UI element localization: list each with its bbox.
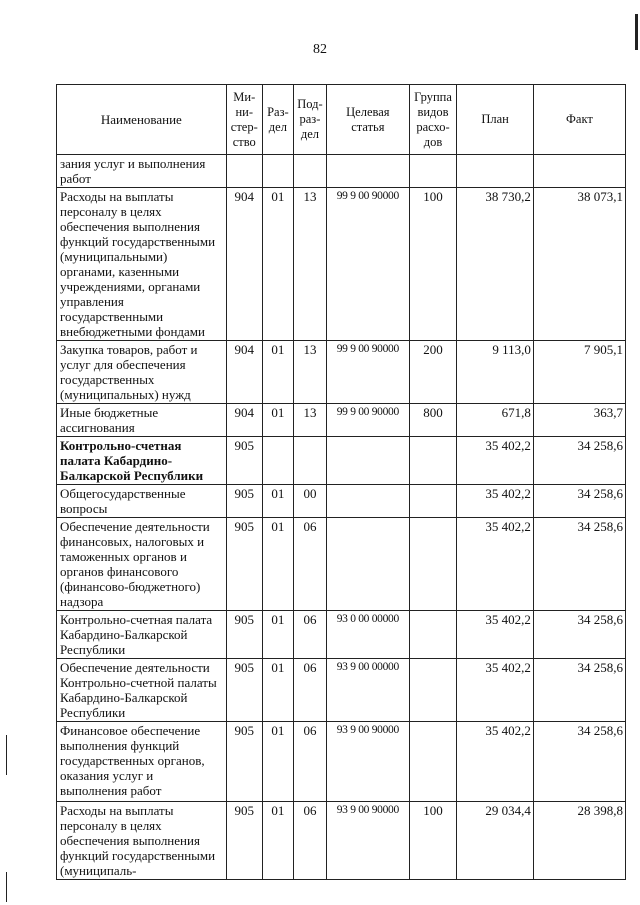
row-name: Иные бюджетные ассигнования (57, 404, 227, 437)
row-group: 100 (409, 188, 457, 341)
row-target: 99 9 00 90000 (326, 188, 409, 341)
scan-edge-mark (635, 14, 638, 50)
row-target: 99 9 00 90000 (326, 404, 409, 437)
row-fact: 38 073,1 (533, 188, 625, 341)
row-ministry: 905 (226, 802, 262, 880)
row-target: 93 9 00 90000 (326, 722, 409, 802)
row-target (326, 437, 409, 485)
row-target: 99 9 00 90000 (326, 341, 409, 404)
row-subsection (293, 437, 326, 485)
col-header-target: Целевая статья (326, 85, 409, 155)
row-fact: 7 905,1 (533, 341, 625, 404)
row-section: 01 (262, 485, 293, 518)
row-name: Общегосударственные вопросы (57, 485, 227, 518)
row-plan: 35 402,2 (457, 659, 534, 722)
row-ministry (226, 155, 262, 188)
row-plan: 29 034,4 (457, 802, 534, 880)
row-group (409, 611, 457, 659)
row-target (326, 485, 409, 518)
row-section: 01 (262, 611, 293, 659)
table-row (57, 485, 626, 518)
row-name: Обеспечение деятельности финансовых, налоговых и таможенных органов и органов финансового (финансово-бюджетного) надзора (57, 518, 227, 611)
row-subsection (293, 155, 326, 188)
row-fact: 34 258,6 (533, 485, 625, 518)
row-subsection: 06 (293, 611, 326, 659)
row-plan (457, 155, 534, 188)
col-header-plan: План (457, 85, 534, 155)
row-ministry: 904 (226, 341, 262, 404)
row-section: 01 (262, 404, 293, 437)
row-section: 01 (262, 802, 293, 880)
row-section: 01 (262, 188, 293, 341)
row-plan: 9 113,0 (457, 341, 534, 404)
row-target: 93 0 00 00000 (326, 611, 409, 659)
row-section (262, 155, 293, 188)
row-plan: 35 402,2 (457, 485, 534, 518)
row-subsection: 13 (293, 188, 326, 341)
row-name: Финансовое обеспечение выполнения функций государственных органов, оказания услуг и выполнения работ (57, 722, 227, 802)
row-group (409, 518, 457, 611)
row-group (409, 485, 457, 518)
row-ministry: 905 (226, 659, 262, 722)
table-row (57, 341, 626, 404)
row-name: зания услуг и выполнения работ (57, 155, 227, 188)
col-header-group: Группа видов расхо-дов (409, 85, 457, 155)
col-header-fact: Факт (533, 85, 625, 155)
row-group (409, 722, 457, 802)
row-name: Закупка товаров, работ и услуг для обеспечения государственных (муниципальных) нужд (57, 341, 227, 404)
row-subsection: 06 (293, 518, 326, 611)
row-name: Расходы на выплаты персоналу в целях обеспечения выполнения функций государственными (муниципаль- (57, 802, 227, 880)
row-ministry: 904 (226, 188, 262, 341)
row-name: Расходы на выплаты персоналу в целях обеспечения выполнения функций государственными (муниципальными) органами, казенными учреждениями, органами управления государственными внебюджетными фондами (57, 188, 227, 341)
row-plan: 35 402,2 (457, 518, 534, 611)
table-row (57, 404, 626, 437)
table-row (57, 437, 626, 485)
row-target (326, 518, 409, 611)
row-subsection: 06 (293, 659, 326, 722)
table-row (57, 188, 626, 341)
row-group: 200 (409, 341, 457, 404)
row-subsection: 06 (293, 722, 326, 802)
table-row (57, 611, 626, 659)
scan-margin-mark (6, 735, 7, 775)
row-ministry: 905 (226, 722, 262, 802)
row-ministry: 905 (226, 518, 262, 611)
row-subsection: 13 (293, 341, 326, 404)
table-row (57, 722, 626, 802)
row-plan: 671,8 (457, 404, 534, 437)
row-name: Обеспечение деятельности Контрольно-счетной палаты Кабардино-Балкарской Республики (57, 659, 227, 722)
row-ministry: 905 (226, 611, 262, 659)
row-fact: 34 258,6 (533, 722, 625, 802)
row-subsection: 06 (293, 802, 326, 880)
budget-table (56, 84, 626, 880)
row-ministry: 905 (226, 437, 262, 485)
page-number: 82 (313, 42, 327, 57)
row-name: Контрольно-счетная палата Кабардино-Балкарской Республики (57, 437, 227, 485)
row-group (409, 659, 457, 722)
row-fact (533, 155, 625, 188)
row-name: Контрольно-счетная палата Кабардино-Балкарской Республики (57, 611, 227, 659)
row-fact: 363,7 (533, 404, 625, 437)
col-header-subsection: Под-раз-дел (293, 85, 326, 155)
row-section: 01 (262, 659, 293, 722)
col-header-ministry: Ми-ни-стер-ство (226, 85, 262, 155)
row-plan: 38 730,2 (457, 188, 534, 341)
row-group: 800 (409, 404, 457, 437)
row-fact: 34 258,6 (533, 611, 625, 659)
row-plan: 35 402,2 (457, 611, 534, 659)
table-row (57, 155, 626, 188)
row-plan: 35 402,2 (457, 722, 534, 802)
row-fact: 28 398,8 (533, 802, 625, 880)
row-target (326, 155, 409, 188)
row-section: 01 (262, 518, 293, 611)
row-target: 93 9 00 90000 (326, 802, 409, 880)
table-row (57, 518, 626, 611)
row-section (262, 437, 293, 485)
col-header-section: Раз-дел (262, 85, 293, 155)
row-group: 100 (409, 802, 457, 880)
row-plan: 35 402,2 (457, 437, 534, 485)
table-row (57, 659, 626, 722)
row-fact: 34 258,6 (533, 518, 625, 611)
row-fact: 34 258,6 (533, 659, 625, 722)
row-ministry: 905 (226, 485, 262, 518)
row-section: 01 (262, 722, 293, 802)
row-group (409, 437, 457, 485)
row-section: 01 (262, 341, 293, 404)
row-group (409, 155, 457, 188)
row-subsection: 13 (293, 404, 326, 437)
col-header-name: Наименование (57, 85, 227, 155)
row-subsection: 00 (293, 485, 326, 518)
scan-margin-mark (6, 872, 7, 902)
row-ministry: 904 (226, 404, 262, 437)
table-row (57, 802, 626, 880)
row-target: 93 9 00 00000 (326, 659, 409, 722)
row-fact: 34 258,6 (533, 437, 625, 485)
